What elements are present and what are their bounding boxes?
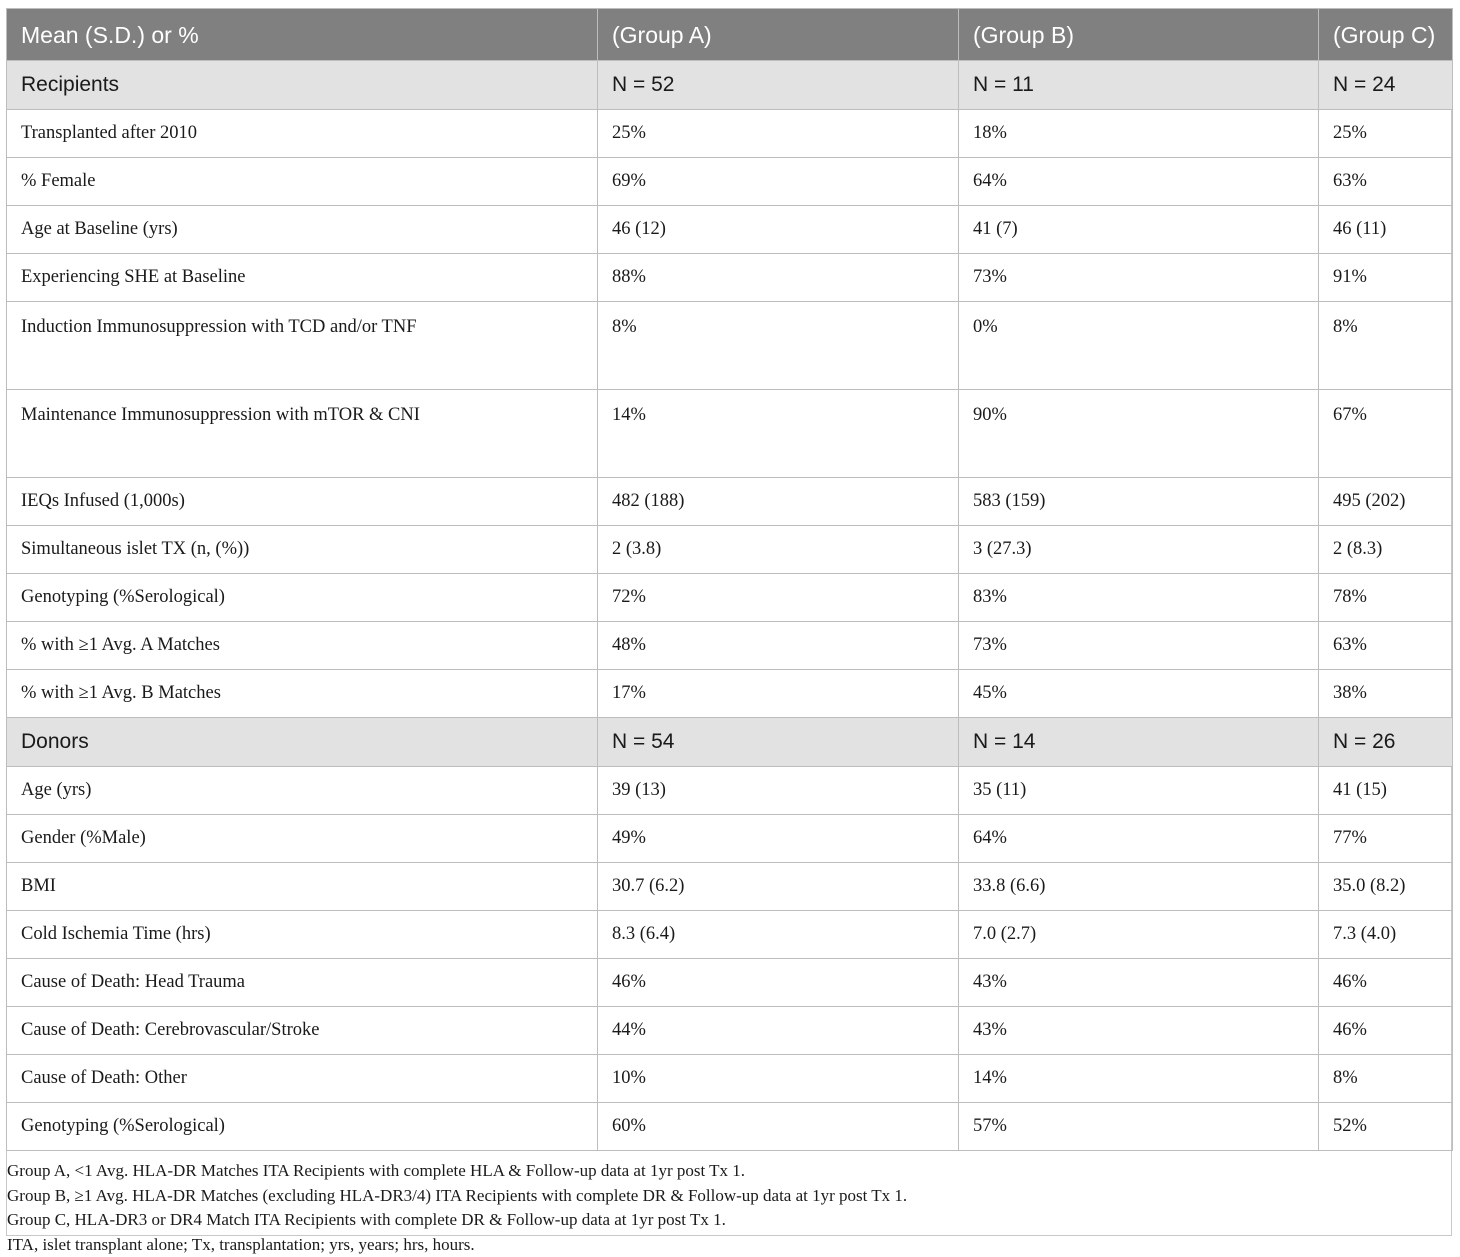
cell-group-c: 2 (8.3) xyxy=(1319,526,1453,574)
table-row xyxy=(7,767,1453,815)
cell-group-a: 39 (13) xyxy=(598,767,959,815)
cell-group-a: 46 (12) xyxy=(598,206,959,254)
section-cell-group-b: N = 14 xyxy=(959,718,1319,767)
cell-group-a: 8.3 (6.4) xyxy=(598,911,959,959)
cell-group-c: 67% xyxy=(1319,390,1453,478)
cell-group-b: 64% xyxy=(959,158,1319,206)
cell-group-c: 78% xyxy=(1319,574,1453,622)
cell-group-b: 83% xyxy=(959,574,1319,622)
cell-measure: Age (yrs) xyxy=(7,767,598,815)
section-cell-group-c: N = 24 xyxy=(1319,61,1453,110)
header-cell-group-a: (Group A) xyxy=(598,9,959,61)
table-row xyxy=(7,1103,1453,1151)
cell-measure: % with ≥1 Avg. B Matches xyxy=(7,670,598,718)
cell-measure: BMI xyxy=(7,863,598,911)
cell-group-b: 57% xyxy=(959,1103,1319,1151)
cell-measure: Cause of Death: Cerebrovascular/Stroke xyxy=(7,1007,598,1055)
cell-group-b: 7.0 (2.7) xyxy=(959,911,1319,959)
table-row xyxy=(7,390,1453,478)
cell-group-b: 33.8 (6.6) xyxy=(959,863,1319,911)
cell-group-a: 48% xyxy=(598,622,959,670)
cell-measure: Experiencing SHE at Baseline xyxy=(7,254,598,302)
table-row xyxy=(7,206,1453,254)
cell-group-c: 8% xyxy=(1319,302,1453,390)
cell-group-b: 14% xyxy=(959,1055,1319,1103)
cell-measure: Transplanted after 2010 xyxy=(7,110,598,158)
cell-group-b: 0% xyxy=(959,302,1319,390)
table-body xyxy=(7,61,1453,1151)
section-row-recipients xyxy=(7,61,1453,110)
cell-group-c: 46% xyxy=(1319,1007,1453,1055)
cell-group-c: 495 (202) xyxy=(1319,478,1453,526)
table-row xyxy=(7,302,1453,390)
section-cell-group-a: N = 54 xyxy=(598,718,959,767)
table-row xyxy=(7,670,1453,718)
header-cell-group-b: (Group B) xyxy=(959,9,1319,61)
cell-measure: % with ≥1 Avg. A Matches xyxy=(7,622,598,670)
footnote-group-b: Group B, ≥1 Avg. HLA-DR Matches (excluding HLA-DR3/4) ITA Recipients with complete DR & Follow-up data at 1yr post Tx 1. xyxy=(7,1184,1451,1209)
cell-group-c: 46% xyxy=(1319,959,1453,1007)
cell-group-c: 46 (11) xyxy=(1319,206,1453,254)
table-row xyxy=(7,815,1453,863)
table-row xyxy=(7,911,1453,959)
cell-group-a: 60% xyxy=(598,1103,959,1151)
characteristics-table xyxy=(6,8,1453,1151)
cell-group-c: 52% xyxy=(1319,1103,1453,1151)
section-cell-measure: Donors xyxy=(7,718,598,767)
cell-group-a: 46% xyxy=(598,959,959,1007)
cell-measure: Simultaneous islet TX (n, (%)) xyxy=(7,526,598,574)
cell-group-b: 41 (7) xyxy=(959,206,1319,254)
table-row xyxy=(7,622,1453,670)
table-row xyxy=(7,478,1453,526)
cell-group-c: 77% xyxy=(1319,815,1453,863)
cell-measure: Age at Baseline (yrs) xyxy=(7,206,598,254)
cell-group-a: 10% xyxy=(598,1055,959,1103)
cell-group-c: 41 (15) xyxy=(1319,767,1453,815)
cell-group-a: 14% xyxy=(598,390,959,478)
cell-group-a: 88% xyxy=(598,254,959,302)
cell-group-b: 90% xyxy=(959,390,1319,478)
cell-measure: Genotyping (%Serological) xyxy=(7,1103,598,1151)
table-row xyxy=(7,158,1453,206)
header-cell-measure: Mean (S.D.) or % xyxy=(7,9,598,61)
footnote-group-a: Group A, <1 Avg. HLA-DR Matches ITA Recipients with complete HLA & Follow-up data at 1yr post Tx 1. xyxy=(7,1159,1451,1184)
header-cell-group-c: (Group C) xyxy=(1319,9,1453,61)
section-cell-measure: Recipients xyxy=(7,61,598,110)
table-header-row xyxy=(7,9,1453,61)
table-figure xyxy=(6,8,1452,1236)
cell-group-c: 25% xyxy=(1319,110,1453,158)
cell-measure: Induction Immunosuppression with TCD and/or TNF xyxy=(7,302,598,390)
cell-group-b: 35 (11) xyxy=(959,767,1319,815)
table-footnotes xyxy=(7,1151,1451,1257)
cell-group-c: 63% xyxy=(1319,158,1453,206)
cell-group-c: 38% xyxy=(1319,670,1453,718)
table-row xyxy=(7,863,1453,911)
cell-group-b: 583 (159) xyxy=(959,478,1319,526)
cell-group-a: 30.7 (6.2) xyxy=(598,863,959,911)
section-cell-group-a: N = 52 xyxy=(598,61,959,110)
cell-group-a: 49% xyxy=(598,815,959,863)
cell-group-c: 63% xyxy=(1319,622,1453,670)
cell-group-b: 73% xyxy=(959,622,1319,670)
table-row xyxy=(7,1055,1453,1103)
cell-group-c: 35.0 (8.2) xyxy=(1319,863,1453,911)
cell-group-b: 45% xyxy=(959,670,1319,718)
cell-measure: Gender (%Male) xyxy=(7,815,598,863)
cell-measure: IEQs Infused (1,000s) xyxy=(7,478,598,526)
cell-group-b: 3 (27.3) xyxy=(959,526,1319,574)
cell-group-a: 2 (3.8) xyxy=(598,526,959,574)
cell-measure: Cause of Death: Other xyxy=(7,1055,598,1103)
cell-group-b: 73% xyxy=(959,254,1319,302)
table-row xyxy=(7,110,1453,158)
cell-group-c: 7.3 (4.0) xyxy=(1319,911,1453,959)
section-row-donors xyxy=(7,718,1453,767)
cell-group-a: 44% xyxy=(598,1007,959,1055)
section-cell-group-c: N = 26 xyxy=(1319,718,1453,767)
cell-group-c: 8% xyxy=(1319,1055,1453,1103)
cell-measure: Cold Ischemia Time (hrs) xyxy=(7,911,598,959)
cell-measure: Maintenance Immunosuppression with mTOR & CNI xyxy=(7,390,598,478)
cell-group-b: 18% xyxy=(959,110,1319,158)
cell-measure: Genotyping (%Serological) xyxy=(7,574,598,622)
table-row xyxy=(7,959,1453,1007)
cell-group-a: 17% xyxy=(598,670,959,718)
cell-group-a: 482 (188) xyxy=(598,478,959,526)
cell-measure: % Female xyxy=(7,158,598,206)
cell-group-a: 69% xyxy=(598,158,959,206)
table-row xyxy=(7,574,1453,622)
cell-group-a: 25% xyxy=(598,110,959,158)
table-row xyxy=(7,1007,1453,1055)
section-cell-group-b: N = 11 xyxy=(959,61,1319,110)
cell-group-b: 43% xyxy=(959,1007,1319,1055)
table-row xyxy=(7,526,1453,574)
cell-group-b: 64% xyxy=(959,815,1319,863)
cell-group-c: 91% xyxy=(1319,254,1453,302)
footnote-abbreviations: ITA, islet transplant alone; Tx, transplantation; yrs, years; hrs, hours. xyxy=(7,1233,1451,1257)
cell-group-b: 43% xyxy=(959,959,1319,1007)
footnote-group-c: Group C, HLA-DR3 or DR4 Match ITA Recipients with complete DR & Follow-up data at 1yr post Tx 1. xyxy=(7,1208,1451,1233)
cell-group-a: 8% xyxy=(598,302,959,390)
table-row xyxy=(7,254,1453,302)
cell-group-a: 72% xyxy=(598,574,959,622)
cell-measure: Cause of Death: Head Trauma xyxy=(7,959,598,1007)
